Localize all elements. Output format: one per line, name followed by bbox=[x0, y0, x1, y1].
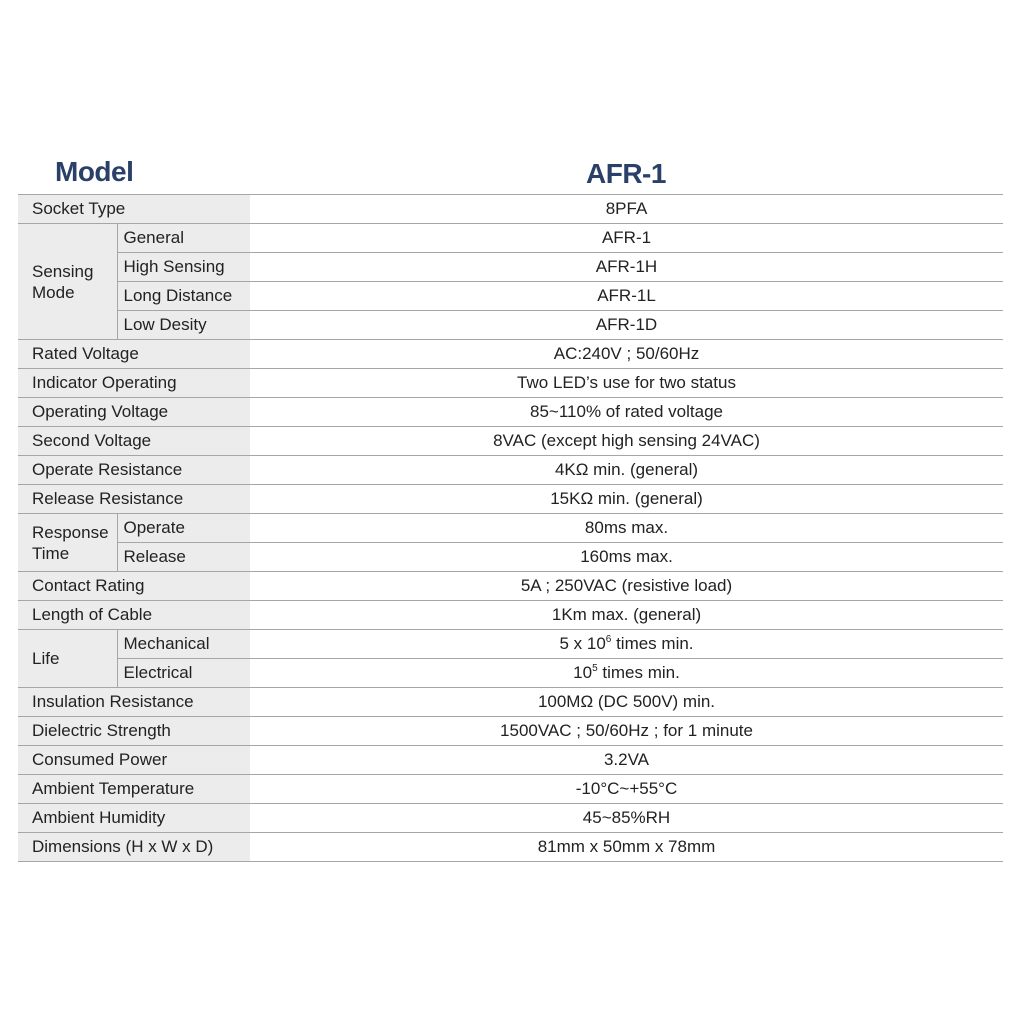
spec-sublabel: Operate bbox=[117, 514, 250, 543]
table-row bbox=[18, 804, 1003, 833]
table-row bbox=[18, 485, 1003, 514]
table-header bbox=[18, 150, 1003, 195]
spec-label: Insulation Resistance bbox=[18, 688, 250, 717]
value-base: 5 x 10 bbox=[559, 634, 606, 653]
spec-sublabel: Release bbox=[117, 543, 250, 572]
spec-value: AFR-1D bbox=[250, 311, 1003, 340]
table-row bbox=[18, 543, 1003, 572]
spec-value: AFR-1H bbox=[250, 253, 1003, 282]
spec-value: 5A ; 250VAC (resistive load) bbox=[250, 572, 1003, 601]
table-row bbox=[18, 224, 1003, 253]
group-label-line: Time bbox=[32, 543, 70, 563]
table-row bbox=[18, 427, 1003, 456]
table-row bbox=[18, 253, 1003, 282]
spec-value: 8PFA bbox=[250, 195, 1003, 224]
spec-value: 80ms max. bbox=[250, 514, 1003, 543]
table-row bbox=[18, 630, 1003, 659]
spec-sublabel: Low Desity bbox=[117, 311, 250, 340]
table-row bbox=[18, 311, 1003, 340]
table-row bbox=[18, 572, 1003, 601]
spec-label: Socket Type bbox=[18, 195, 250, 224]
table-row bbox=[18, 195, 1003, 224]
table-row bbox=[18, 659, 1003, 688]
spec-value: 1Km max. (general) bbox=[250, 601, 1003, 630]
spec-label: Consumed Power bbox=[18, 746, 250, 775]
spec-label: Dimensions (H x W x D) bbox=[18, 833, 250, 862]
spec-sublabel: General bbox=[117, 224, 250, 253]
spec-value: 8VAC (except high sensing 24VAC) bbox=[250, 427, 1003, 456]
table-row bbox=[18, 833, 1003, 862]
spec-value: AC:240V ; 50/60Hz bbox=[250, 340, 1003, 369]
group-label-response-time bbox=[18, 514, 117, 572]
spec-label: Ambient Humidity bbox=[18, 804, 250, 833]
table-row bbox=[18, 282, 1003, 311]
spec-sublabel: High Sensing bbox=[117, 253, 250, 282]
spec-value: Two LED’s use for two status bbox=[250, 369, 1003, 398]
value-suffix: times min. bbox=[611, 634, 694, 653]
spec-table bbox=[18, 195, 1003, 862]
spec-sublabel: Electrical bbox=[117, 659, 250, 688]
spec-value bbox=[250, 659, 1003, 688]
group-label-life: Life bbox=[18, 630, 117, 688]
group-label-line: Sensing bbox=[32, 261, 94, 281]
spec-value: 3.2VA bbox=[250, 746, 1003, 775]
value-suffix: times min. bbox=[597, 663, 680, 682]
spec-label: Length of Cable bbox=[18, 601, 250, 630]
spec-label: Contact Rating bbox=[18, 572, 250, 601]
group-label-line: Mode bbox=[32, 282, 75, 302]
group-label-line: Response bbox=[32, 522, 109, 542]
model-label: Model bbox=[55, 156, 134, 187]
spec-value bbox=[250, 630, 1003, 659]
spec-label: Release Resistance bbox=[18, 485, 250, 514]
model-value: AFR-1 bbox=[586, 158, 666, 189]
spec-value: 81mm x 50mm x 78mm bbox=[250, 833, 1003, 862]
table-row bbox=[18, 688, 1003, 717]
spec-sublabel: Long Distance bbox=[117, 282, 250, 311]
spec-label: Indicator Operating bbox=[18, 369, 250, 398]
table-row bbox=[18, 398, 1003, 427]
table-row bbox=[18, 514, 1003, 543]
table-row bbox=[18, 340, 1003, 369]
spec-label: Dielectric Strength bbox=[18, 717, 250, 746]
spec-label: Second Voltage bbox=[18, 427, 250, 456]
value-exponent: 5 bbox=[592, 663, 598, 674]
spec-value: 160ms max. bbox=[250, 543, 1003, 572]
spec-value: -10°C~+55°C bbox=[250, 775, 1003, 804]
spec-value: 1500VAC ; 50/60Hz ; for 1 minute bbox=[250, 717, 1003, 746]
spec-label: Ambient Temperature bbox=[18, 775, 250, 804]
spec-value: 15KΩ min. (general) bbox=[250, 485, 1003, 514]
spec-label: Operate Resistance bbox=[18, 456, 250, 485]
spec-sublabel: Mechanical bbox=[117, 630, 250, 659]
spec-value: AFR-1L bbox=[250, 282, 1003, 311]
spec-label: Operating Voltage bbox=[18, 398, 250, 427]
table-row bbox=[18, 601, 1003, 630]
spec-value: 4KΩ min. (general) bbox=[250, 456, 1003, 485]
spec-value: AFR-1 bbox=[250, 224, 1003, 253]
table-row bbox=[18, 369, 1003, 398]
spec-value: 85~110% of rated voltage bbox=[250, 398, 1003, 427]
table-row bbox=[18, 775, 1003, 804]
table-row bbox=[18, 456, 1003, 485]
group-label-sensing-mode bbox=[18, 224, 117, 340]
spec-sheet bbox=[18, 150, 1003, 862]
table-row bbox=[18, 746, 1003, 775]
spec-value: 45~85%RH bbox=[250, 804, 1003, 833]
table-row bbox=[18, 717, 1003, 746]
spec-value: 100MΩ (DC 500V) min. bbox=[250, 688, 1003, 717]
value-base: 10 bbox=[573, 663, 593, 682]
value-exponent: 6 bbox=[605, 634, 612, 645]
spec-label: Rated Voltage bbox=[18, 340, 250, 369]
